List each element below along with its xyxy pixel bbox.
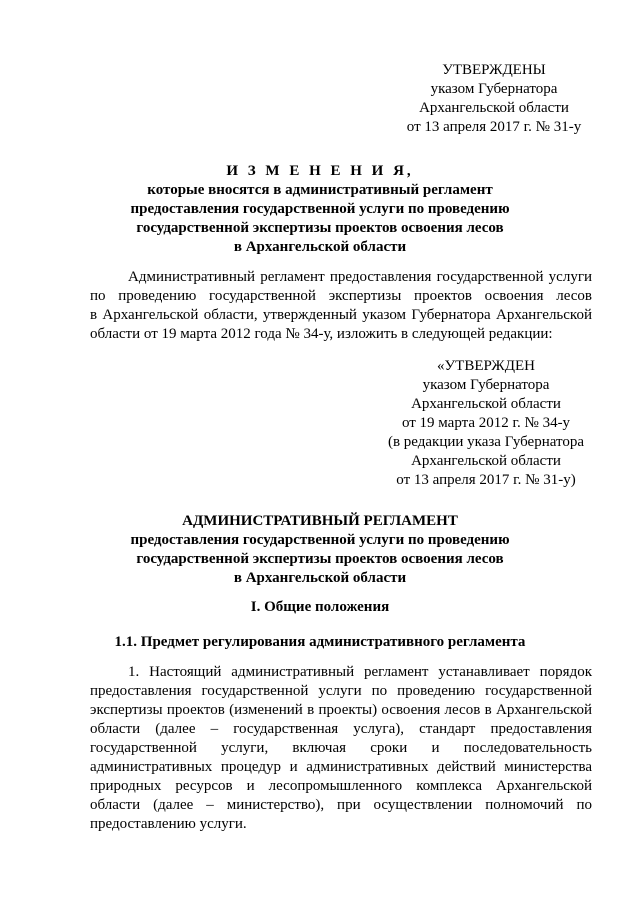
approval-stamp-line: от 13 апреля 2017 г. № 31-у) — [396, 472, 576, 488]
paragraph-line: экспертизы проектов (изменений в проекты) освоения лесов в Архангельской — [90, 702, 592, 718]
approval-stamp-line: Архангельской области — [411, 396, 561, 412]
regulation-heading-line: государственной экспертизы проектов освоения лесов — [136, 551, 504, 567]
changes-heading-line: предоставления государственной услуги по проведению — [130, 201, 510, 217]
paragraph-line: в Архангельской области, утвержденный указом Губернатора Архангельской — [90, 307, 592, 323]
approval-stamp-line: Архангельской области — [411, 453, 561, 469]
approval-stamp-line: Архангельской области — [419, 100, 569, 116]
paragraph-line: государственной услуги, включая сроки и последовательность — [90, 740, 592, 756]
paragraph-line: области (далее – министерство), при осуществлении полномочий по — [90, 797, 592, 813]
changes-heading — [60, 162, 580, 257]
regulation-title: АДМИНИСТРАТИВНЫЙ РЕГЛАМЕНТ — [182, 513, 458, 529]
approval-stamp-line: (в редакции указа Губернатора — [387, 434, 585, 450]
approval-stamp-line: указом Губернатора — [430, 81, 558, 97]
approval-stamp-line: указом Губернатора — [422, 377, 550, 393]
approval-stamp-line: УТВЕРЖДЕНЫ — [442, 62, 546, 78]
paragraph-line: предоставления государственной услуги по проведению государственной — [90, 683, 592, 699]
paragraph-line: по проведению государственной экспертизы проектов освоения лесов — [90, 288, 592, 304]
approval-stamp-line: от 19 марта 2012 г. № 34-у — [401, 415, 571, 431]
approval-stamp-line: от 13 апреля 2017 г. № 31-у — [406, 119, 582, 135]
paragraph-line: области (далее – государственная услуга), стандарт предоставления — [90, 721, 592, 737]
intro-paragraph — [90, 268, 592, 344]
paragraph-line: Административный регламент предоставления государственной услуги — [128, 269, 592, 285]
clause-paragraph — [90, 663, 592, 834]
regulation-heading — [60, 512, 580, 588]
paragraph-line: административных процедур и административных действий министерства — [90, 759, 592, 775]
regulation-heading-line: в Архангельской области — [233, 570, 407, 586]
regulation-heading-line: предоставления государственной услуги по проведению — [130, 532, 510, 548]
paragraph-line: 1. Настоящий административный регламент устанавливает порядок — [128, 664, 592, 680]
changes-heading-line: в Архангельской области — [233, 239, 407, 255]
changes-heading-line: государственной экспертизы проектов освоения лесов — [136, 220, 504, 236]
paragraph-line: области от 19 марта 2012 года № 34-у, изложить в следующей редакции: — [90, 326, 553, 342]
approval-stamp-top — [378, 61, 610, 137]
paragraph-line: природных ресурсов и лесопромышленного комплекса Архангельской — [90, 778, 592, 794]
changes-heading-line: которые вносятся в административный регламент — [147, 182, 493, 198]
approval-stamp-second — [368, 357, 604, 490]
subsection-heading: 1.1. Предмет регулирования административного регламента — [114, 634, 526, 650]
changes-title: И З М Е Н Е Н И Я, — [226, 163, 414, 179]
approval-stamp-line: «УТВЕРЖДЕН — [437, 358, 535, 374]
section-heading: I. Общие положения — [250, 599, 390, 615]
paragraph-line: предоставлению услуги. — [90, 816, 247, 832]
